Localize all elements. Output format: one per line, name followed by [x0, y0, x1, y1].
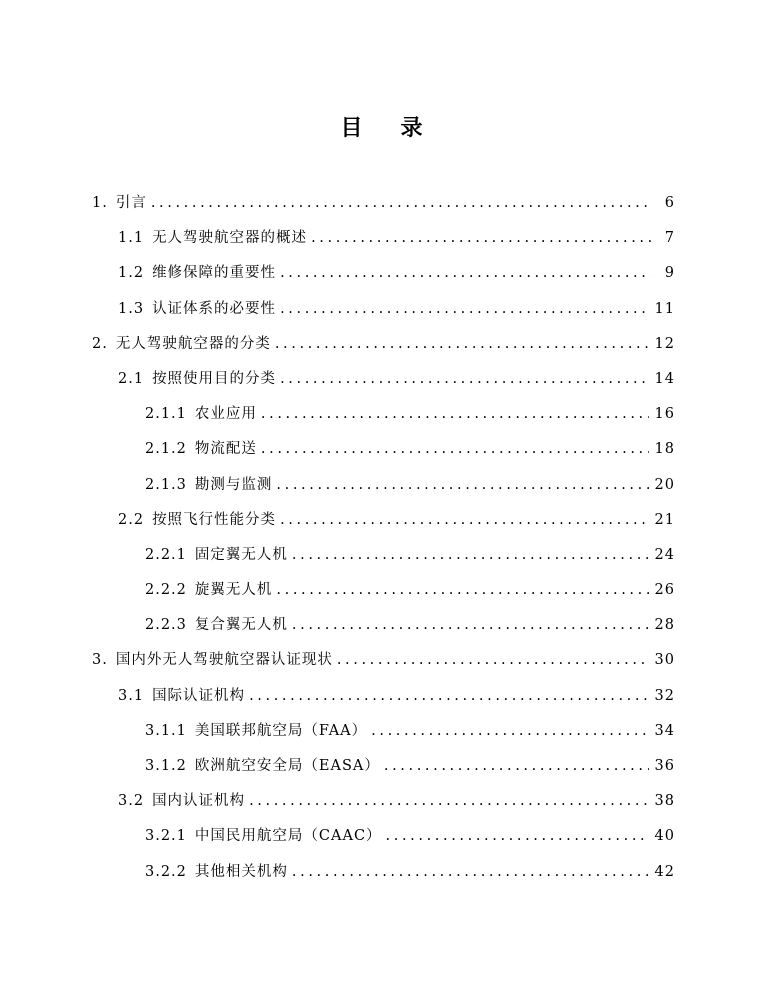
- toc-entry[interactable]: [0, 186, 765, 221]
- toc-page: 42: [654, 863, 675, 880]
- toc-page: 32: [654, 687, 675, 704]
- toc-page: 11: [654, 300, 675, 317]
- toc-text: 无人驾驶航空器的概述: [152, 230, 308, 247]
- page-title: [0, 110, 765, 146]
- toc-entry[interactable]: [0, 503, 765, 538]
- toc-leader: [386, 819, 649, 854]
- toc-number: 3.1: [118, 687, 145, 704]
- toc-entry[interactable]: [0, 855, 765, 890]
- toc-text: 勘测与监测: [194, 476, 273, 493]
- toc-leader: [371, 714, 648, 749]
- toc-number: 3.2.1: [145, 828, 187, 845]
- toc-number: 2.2.2: [145, 582, 187, 599]
- toc-leader: [311, 221, 651, 256]
- toc-entry[interactable]: [0, 468, 765, 503]
- toc-number: 2.2.1: [145, 546, 187, 563]
- toc-number: 2.1.2: [145, 441, 187, 458]
- toc-text: 国际认证机构: [152, 687, 246, 704]
- toc-text: 国内外无人驾驶航空器认证现状: [115, 652, 333, 669]
- toc-number: 3.1.1: [145, 722, 187, 739]
- toc-page: 36: [654, 758, 675, 774]
- toc-number: 1.1: [118, 230, 145, 247]
- toc-page: 7: [664, 230, 675, 247]
- toc-number: 2.1.3: [145, 476, 187, 493]
- toc-text: 无人驾驶航空器的分类: [115, 335, 271, 352]
- toc-leader: [384, 749, 649, 784]
- toc-text: 维修保障的重要性: [152, 265, 277, 282]
- toc-text: 按照使用目的分类: [152, 370, 277, 387]
- toc-number: 2.1.1: [145, 406, 187, 423]
- toc-text: 其他相关机构: [194, 863, 288, 880]
- toc-leader: [261, 397, 649, 432]
- toc-number: 2.1: [118, 370, 145, 387]
- toc-number: 1.: [92, 195, 108, 211]
- toc-number: 3.2: [118, 793, 145, 810]
- toc-text: 按照飞行性能分类: [152, 511, 277, 528]
- toc-leader: [249, 679, 648, 714]
- toc-entry[interactable]: [0, 819, 765, 854]
- toc-page: 21: [654, 511, 675, 528]
- toc-leader: [292, 608, 649, 643]
- toc-text: 欧洲航空安全局（EASA）: [194, 758, 380, 774]
- toc-text: 中国民用航空局（CAAC）: [194, 828, 382, 845]
- toc-leader: [280, 503, 648, 538]
- toc-number: 1.3: [118, 300, 145, 317]
- toc-entry[interactable]: [0, 643, 765, 678]
- toc-page: 28: [654, 617, 675, 634]
- toc-number: 3.: [92, 652, 108, 669]
- toc-text: 美国联邦航空局（FAA）: [194, 722, 368, 739]
- toc-entry[interactable]: [0, 397, 765, 432]
- toc-leader: [261, 432, 649, 467]
- toc-leader: [276, 573, 648, 608]
- title-char-1: 目: [340, 115, 365, 141]
- toc-entry[interactable]: [0, 608, 765, 643]
- toc-text: 农业应用: [194, 406, 257, 423]
- toc-text: 物流配送: [194, 441, 257, 458]
- toc-leader: [280, 256, 651, 291]
- toc-leader: [276, 468, 648, 503]
- toc-entry[interactable]: [0, 327, 765, 362]
- toc-leader: [249, 784, 648, 819]
- toc-text: 旋翼无人机: [194, 582, 273, 599]
- toc-leader: [280, 292, 648, 327]
- toc-entry[interactable]: [0, 292, 765, 327]
- toc-leader: [292, 855, 649, 890]
- toc-leader: [275, 327, 649, 362]
- toc-leader: [292, 538, 649, 573]
- toc-number: 2.2: [118, 511, 145, 528]
- toc-text: 固定翼无人机: [194, 546, 288, 563]
- toc-page: 9: [664, 265, 675, 282]
- toc-number: 2.: [92, 335, 108, 352]
- toc-text: 国内认证机构: [152, 793, 246, 810]
- toc-text: 认证体系的必要性: [152, 300, 277, 317]
- toc-entry[interactable]: [0, 256, 765, 291]
- toc-entry[interactable]: [0, 432, 765, 467]
- toc-entry[interactable]: [0, 749, 765, 784]
- toc-entry[interactable]: [0, 221, 765, 256]
- toc-page: 14: [654, 370, 675, 387]
- toc-page: 34: [654, 722, 675, 739]
- toc-number: 3.1.2: [145, 758, 187, 774]
- toc-page: 24: [654, 546, 675, 563]
- toc-page: 26: [654, 582, 675, 599]
- toc-page: 30: [654, 652, 675, 669]
- toc-number: 2.2.3: [145, 617, 187, 634]
- toc-entry[interactable]: [0, 784, 765, 819]
- toc-number: 1.2: [118, 265, 145, 282]
- toc-page: 6: [664, 195, 675, 211]
- toc-page: 16: [654, 406, 675, 423]
- toc-entry[interactable]: [0, 362, 765, 397]
- toc-entry[interactable]: [0, 573, 765, 608]
- toc-number: 3.2.2: [145, 863, 187, 880]
- table-of-contents: [0, 186, 765, 890]
- toc-entry[interactable]: [0, 538, 765, 573]
- toc-leader: [151, 186, 651, 221]
- toc-leader: [337, 643, 649, 678]
- toc-text: 复合翼无人机: [194, 617, 288, 634]
- toc-entry[interactable]: [0, 679, 765, 714]
- title-char-2: 录: [400, 115, 425, 141]
- toc-entry[interactable]: [0, 714, 765, 749]
- toc-page: 18: [654, 441, 675, 458]
- toc-leader: [280, 362, 648, 397]
- toc-page: 38: [654, 793, 675, 810]
- toc-page: 40: [654, 828, 675, 845]
- toc-text: 引言: [115, 195, 147, 211]
- toc-page: 20: [654, 476, 675, 493]
- toc-page: 12: [654, 335, 675, 352]
